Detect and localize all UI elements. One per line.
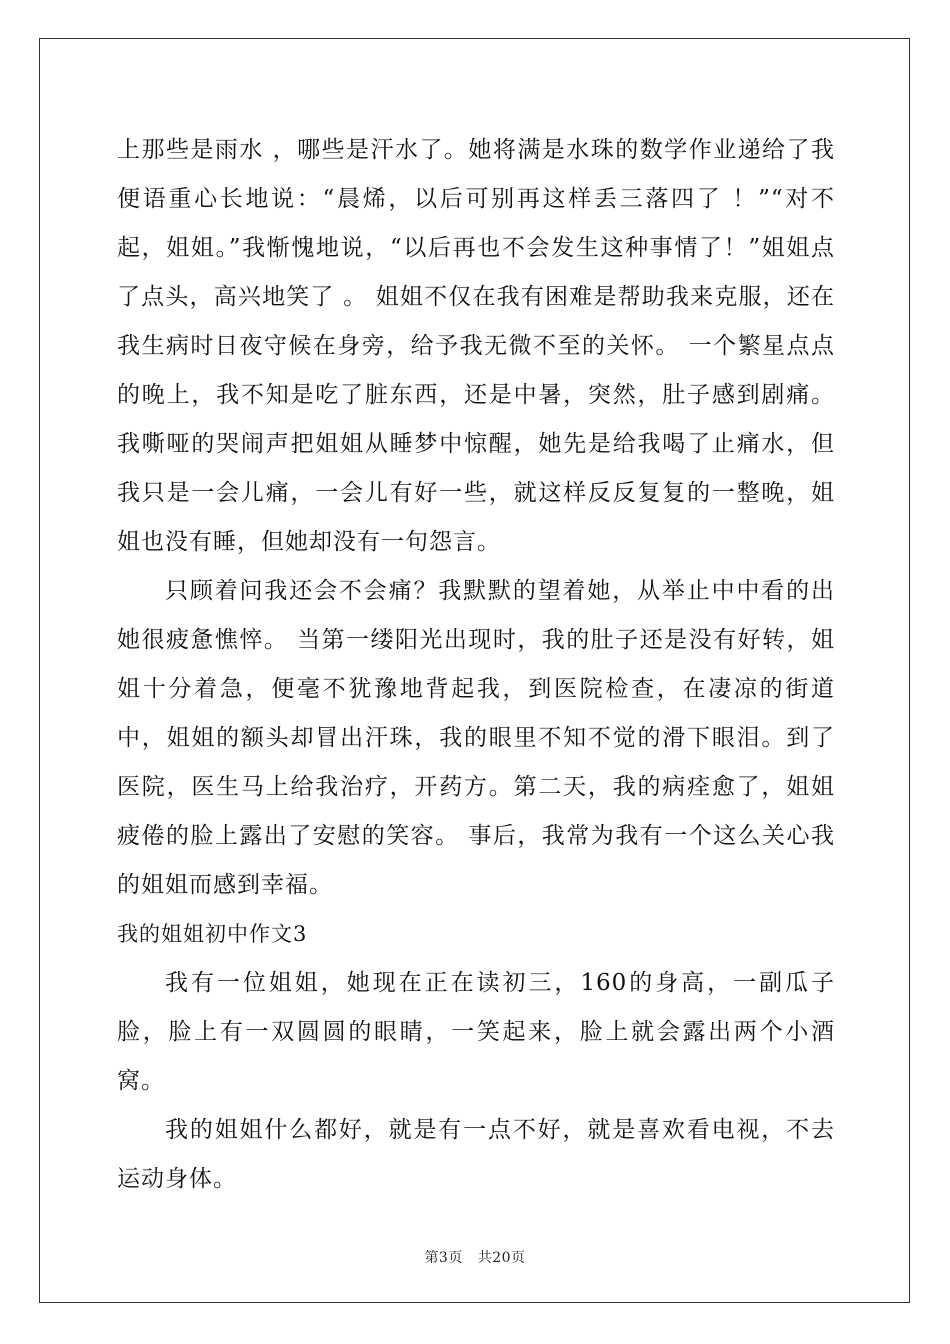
document-body (117, 126, 835, 1204)
paragraph-4: 我的姐姐什么都好，就是有一点不好，就是喜欢看电视，不去运动身体。 (117, 1117, 835, 1192)
paragraph-2: 只顾着问我还会不会痛？我默默的望着她，从举止中中看的出她很疲惫憔悴。 当第一缕阳光出现时，我的肚子还是没有好转，姐姐十分着急，便毫不犹豫地背起我，到医院检查，在凄凉的街道中，姐姐的额头却冒出汗珠，我的眼里不知不觉的滑下眼泪。到了医院，医生马上给我治疗，开药方。第二天，我的病痊愈了，姐姐疲倦的脸上露出了安慰的笑容。 事后，我常为我有一个这么关心我的姐姐而感到幸福。 (117, 578, 835, 898)
page-number: 第3页 (424, 1250, 463, 1266)
page-footer (0, 1247, 950, 1267)
section-heading: 我的姐姐初中作文3 (117, 922, 308, 946)
page-total: 共20页 (477, 1250, 526, 1266)
paragraph-3: 我有一位姐姐，她现在正在读初三，160的身高，一副瓜子脸，脸上有一双圆圆的眼睛，一笑起来，脸上就会露出两个小酒窝。 (117, 970, 835, 1094)
paragraph-1: 上那些是雨水 ，哪些是汗水了。她将满是水珠的数学作业递给了我便语重心长地说：“晨烯，以后可别再这样丢三落四了 ！”“对不起，姐姐。”我惭愧地说，“以后再也不会发生这种事情了！”姐姐点了点头，高兴地笑了 。 姐姐不仅在我有困难是帮助我来克服，还在我生病时日夜守候在身旁，给予我无微不至的关怀。 一个繁星点点的晚上，我不知是吃了脏东西，还是中暑，突然，肚子感到剧痛。我嘶哑的哭闹声把姐姐从睡梦中惊醒，她先是给我喝了止痛水，但我只是一会儿痛，一会儿有好一些，就这样反反复复的一整晚，姐姐也没有睡，但她却没有一句怨言。 (117, 137, 835, 555)
